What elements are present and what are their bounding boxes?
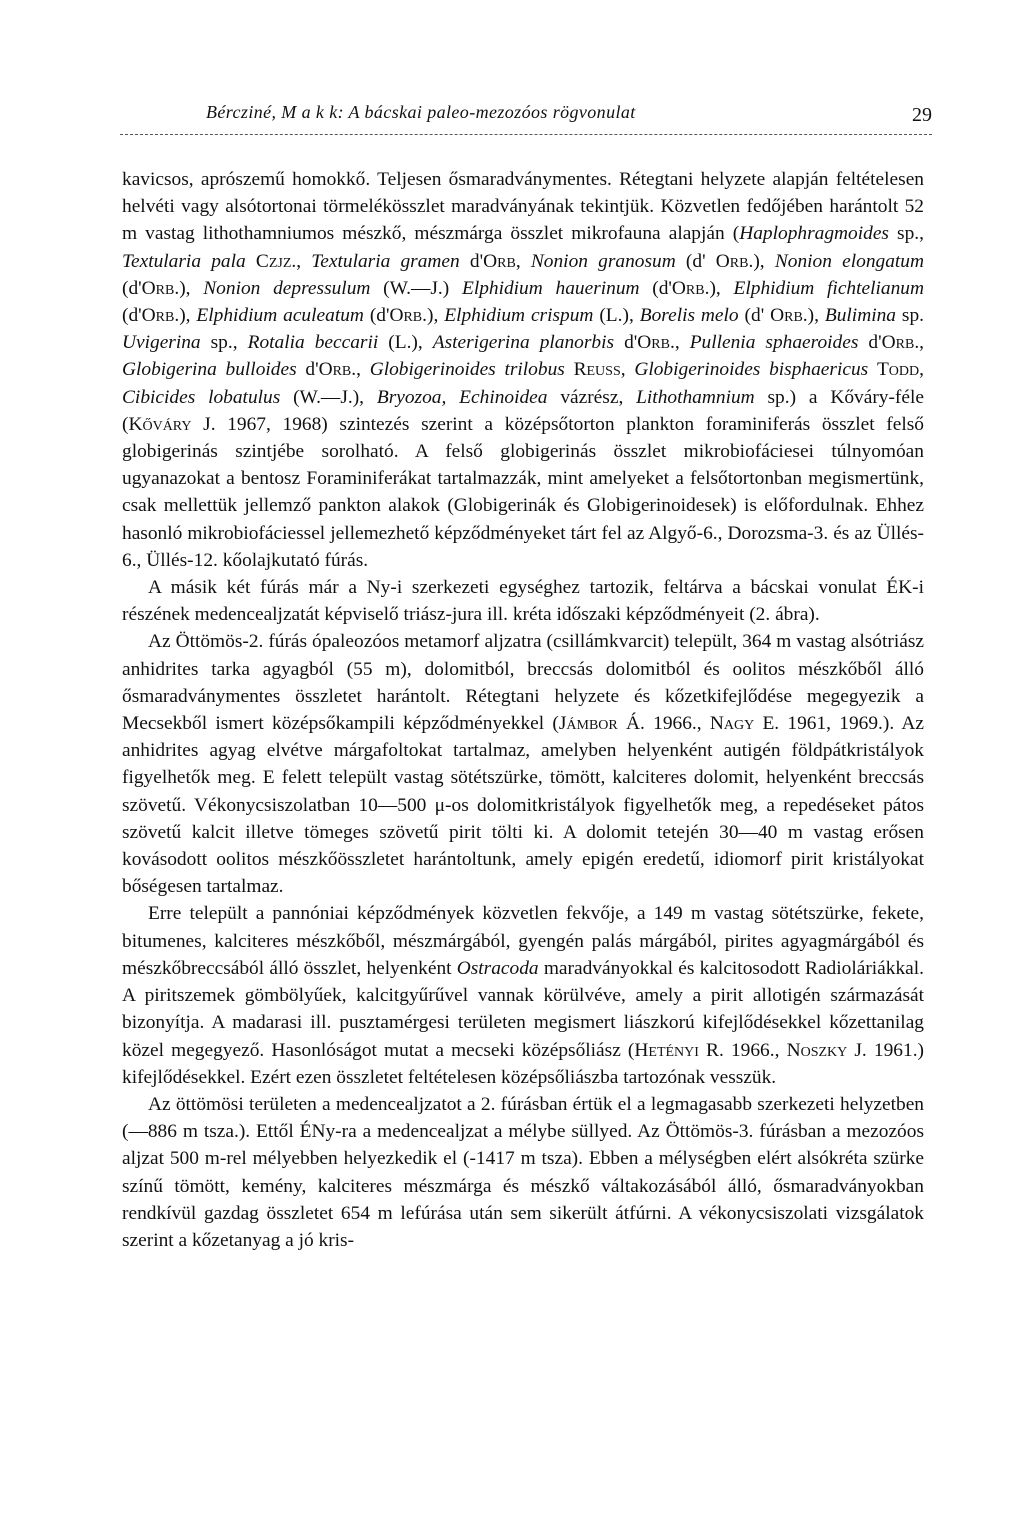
author-name: Todd	[876, 359, 920, 381]
author-name: Orb	[671, 277, 705, 299]
taxon-name: Elphidium crispum	[444, 305, 594, 327]
taxon-name: Globigerina bulloides	[122, 359, 297, 381]
text-run: d'	[858, 332, 882, 354]
text-run: .),	[802, 305, 825, 327]
author-name: Orb	[770, 305, 803, 327]
author-name: Orb	[389, 305, 423, 327]
text-run: kavicsos, aprószemű homokkő. Teljesen ősmaradványmentes. Rétegtani helyzete alapján feltételesen helvéti vagy alsótortonai törmelékösszlet maradványának tekintjük. Közvetlen fedőjében harántolt 52 m vastag lithothamniumos mészkő, mészmárga összlet mikrofauna alapján (	[122, 169, 924, 245]
text-run: d'	[459, 250, 484, 272]
text-run: (d'	[122, 277, 142, 299]
author-name: Czjz	[255, 250, 292, 272]
author-name: Reuss	[573, 359, 621, 381]
text-run: sp.,	[888, 223, 924, 245]
text-run: .,	[291, 250, 312, 272]
taxon-name: Pullenia sphaeroides	[689, 332, 859, 354]
author-name: Nagy	[709, 713, 755, 735]
text-run: Á. 1966.,	[617, 713, 710, 735]
text-run	[868, 359, 877, 380]
text-run: .),	[422, 305, 445, 327]
text-run: (d'	[675, 250, 716, 272]
text-run: d'	[614, 332, 638, 354]
text-run: d'	[296, 359, 319, 381]
author-name: Kőváry	[128, 413, 192, 435]
paragraph	[122, 628, 924, 900]
text-run: sp.,	[200, 332, 248, 354]
text-run: .,	[914, 332, 925, 354]
taxon-name: Lithothamnium	[636, 386, 755, 408]
text-run: .),	[704, 277, 734, 299]
text-run: Az öttömösi területen a medencealjzatot a 2. fúrásban értük el a legmagasabb szerkezeti helyzetben (—886 m tsza.). Ettől ÉNy-ra a medencealjzat a mélybe süllyed. Az Öttömös-3. fúrásban a mezozóos aljzat 500 m-rel mélyebben helyezkedik el (-1417 m tsza). Ebben a mélységben elért alsókréta szürke színű tömött, kemény, kalciteres mészmárga és mészkő váltakozásából álló, ősmaradványokban rendkívül gazdag összletet 654 m lefúrása után sem sikerült átfúrni. A vékonycsiszolati vizsgálatok szerint a kőzetanyag a jó kris-	[122, 1093, 924, 1251]
page-header	[120, 100, 932, 135]
running-head: Bérczіné, M a k k: A bácskai paleo-mezozóos rögvonulat	[206, 102, 636, 122]
taxon-name: Nonion elongatum	[774, 250, 924, 272]
taxon-name: Cibicides lobatulus	[122, 386, 281, 408]
author-name: Orb	[881, 332, 915, 354]
author-name: Orb	[715, 250, 749, 272]
text-run: .,	[351, 359, 370, 381]
text-run: .),	[174, 277, 204, 299]
text-run: .),	[748, 250, 775, 272]
taxon-name: Nonion granosum	[530, 250, 676, 272]
taxon-name: Textularia gramen	[311, 250, 460, 272]
author-name: Orb	[141, 277, 175, 299]
taxon-name: Elphidium aculeatum	[196, 305, 364, 327]
taxon-name: Textularia pala	[122, 250, 246, 272]
text-run: A másik két fúrás már a Ny-i szerkezeti egységhez tartozik, feltárva a bácskai vonulat ÉK-i részének medencealjzatát képviselő triász-jura ill. kréta időszaki képződményeit (2. ábra).	[122, 577, 924, 626]
text-run: maradványokkal és kalcitosodott Radioláriákkal. A piritszemek gömbölyűek, kalcitgyűrűvel vannak körülvéve, amely a pirit allotigén származását bizonyítja. A madarasi ill. pusztamérgesi területen megismert liászkorú kifejlődésekkel kőzettanilag közel megegyező. Hasonlóságot mutat a mecseki középsőliász (	[122, 957, 925, 1061]
text-run: sp.	[895, 305, 924, 327]
author-name: Jámbor	[558, 713, 618, 735]
text-run: ,	[620, 359, 635, 381]
text-run: .,	[669, 332, 690, 354]
paragraph	[122, 900, 924, 1090]
body-text	[122, 166, 924, 1254]
text-run: vázrész,	[547, 386, 637, 408]
text-run: (W.—J.)	[370, 277, 462, 299]
text-run: E. 1961, 1969.). Az anhidrites agyag elvétve márgafoltokat tartalmaz, amelyben helyenként autigén földpátkristályok figyelhetők meg. E felett települt vastag sötétszürke, tömött, kalciteres dolomit, helyenként breccsás szövetű. Vékonycsiszolatban 10—500 μ-os dolomitkristályok figyelhetők meg, a repedéseket pátos szövetű kalcit illetve tömeges szövetű pirit tölti ki. A dolomit tetején 30—40 m vastag erősen kovásodott oolitos mészkőösszletet harántoltunk, amely epigén eredetű, idiomorf pirit kristályokat bőségesen tartalmaz.	[122, 713, 925, 898]
text-run: R. 1966.,	[698, 1039, 787, 1061]
text-run: (d'	[639, 277, 672, 299]
page-number: 29	[912, 104, 932, 126]
text-run: (L.),	[378, 332, 433, 354]
taxon-name: Ostracoda	[456, 957, 539, 979]
taxon-name: Elphidium fichtelianum	[733, 277, 924, 299]
author-name: Orb	[483, 250, 516, 272]
taxon-name: Elphidium hauerinum	[461, 277, 640, 299]
text-run: (W.—J.),	[280, 386, 377, 408]
taxon-name: Globigerinoides bisphaericus	[634, 359, 869, 381]
text-run: ,	[919, 359, 924, 381]
text-run: J. 1961.) kifejlődésekkel. Ezért ezen összletet feltételesen középsőliászba tartozónak vesszük.	[122, 1039, 924, 1088]
text-run: J. 1967, 1968) szintezés szerint a középsőtorton plankton foraminiferás összlet felső globigerinás szintjébe sorolható. A felső globigerinás összlet mikrobiofáciesei túlnyomóan ugyanazokat a bentosz Foraminiferákat tartalmazzák, mint amelyeket a felsőtortonban megismertünk, csak mellettük jellemző pankton alakok (Globigerinák és Globigerinoidesek) is előfordulnak. Ehhez hasonló mikrobiofáciessel jellemezhető képződményeket tárt fel az Algyő-6., Dorozsma-3. és az Üllés-6., Üllés-12. kőolajkutató fúrás.	[122, 413, 924, 571]
author-name: Noszky	[786, 1039, 848, 1061]
taxon-name: Rotalia beccarii	[247, 332, 379, 354]
text-run	[246, 251, 256, 272]
taxon-name: Haplophragmoides	[739, 223, 889, 245]
taxon-name: Bulimina	[824, 305, 896, 327]
text-run: (L.),	[593, 305, 640, 327]
text-run: Az Öttömös-2. fúrás ópaleozóos metamorf aljzatra (csillámkvarcit) települt, 364 m vastag alsótriász anhidrites tarka agyagból (55 m), dolomitból, breccsás dolomitból és oolitos mészkőből álló ősmaradványmentes összletet harántolt. Rétegtani helyzete és kőzetkifejlődése megegyezik a Mecsekből ismert középsőkampili képződményekkel (	[122, 631, 924, 735]
text-run: Erre települt a pannóniai képződmények közvetlen fekvője, a 149 m vastag sötétszürke, fekete, bitumenes, kalciteres mészkőből, mészmárgából, gyengén palás márgából, pirites agyagmárgából és mészkőbreccsából álló összlet, helyenként	[122, 903, 924, 979]
taxon-name: Nonion depressulum	[203, 277, 371, 299]
paragraph	[122, 166, 924, 574]
text-run	[565, 359, 574, 380]
paragraph	[122, 1091, 924, 1254]
taxon-name: Globigerinoides trilobus	[369, 359, 565, 381]
taxon-name: Asterigerina planorbis	[432, 332, 615, 354]
text-run: (d'	[363, 305, 390, 327]
paragraph	[122, 574, 924, 628]
author-name: Orb	[318, 359, 352, 381]
author-name: Hetényi	[634, 1039, 699, 1061]
taxon-name: Uvigerina	[122, 332, 201, 354]
text-run: (d'	[122, 305, 142, 327]
author-name: Orb	[637, 332, 670, 354]
text-run: ,	[515, 250, 531, 272]
taxon-name: Bryozoa, Echinoidea	[376, 386, 548, 408]
taxon-name: Borelis melo	[639, 305, 739, 327]
text-run: .),	[174, 305, 197, 327]
author-name: Orb	[141, 305, 175, 327]
text-run: (d'	[738, 305, 771, 327]
text-run: sp.) a Kőváry-féle (	[122, 386, 924, 435]
